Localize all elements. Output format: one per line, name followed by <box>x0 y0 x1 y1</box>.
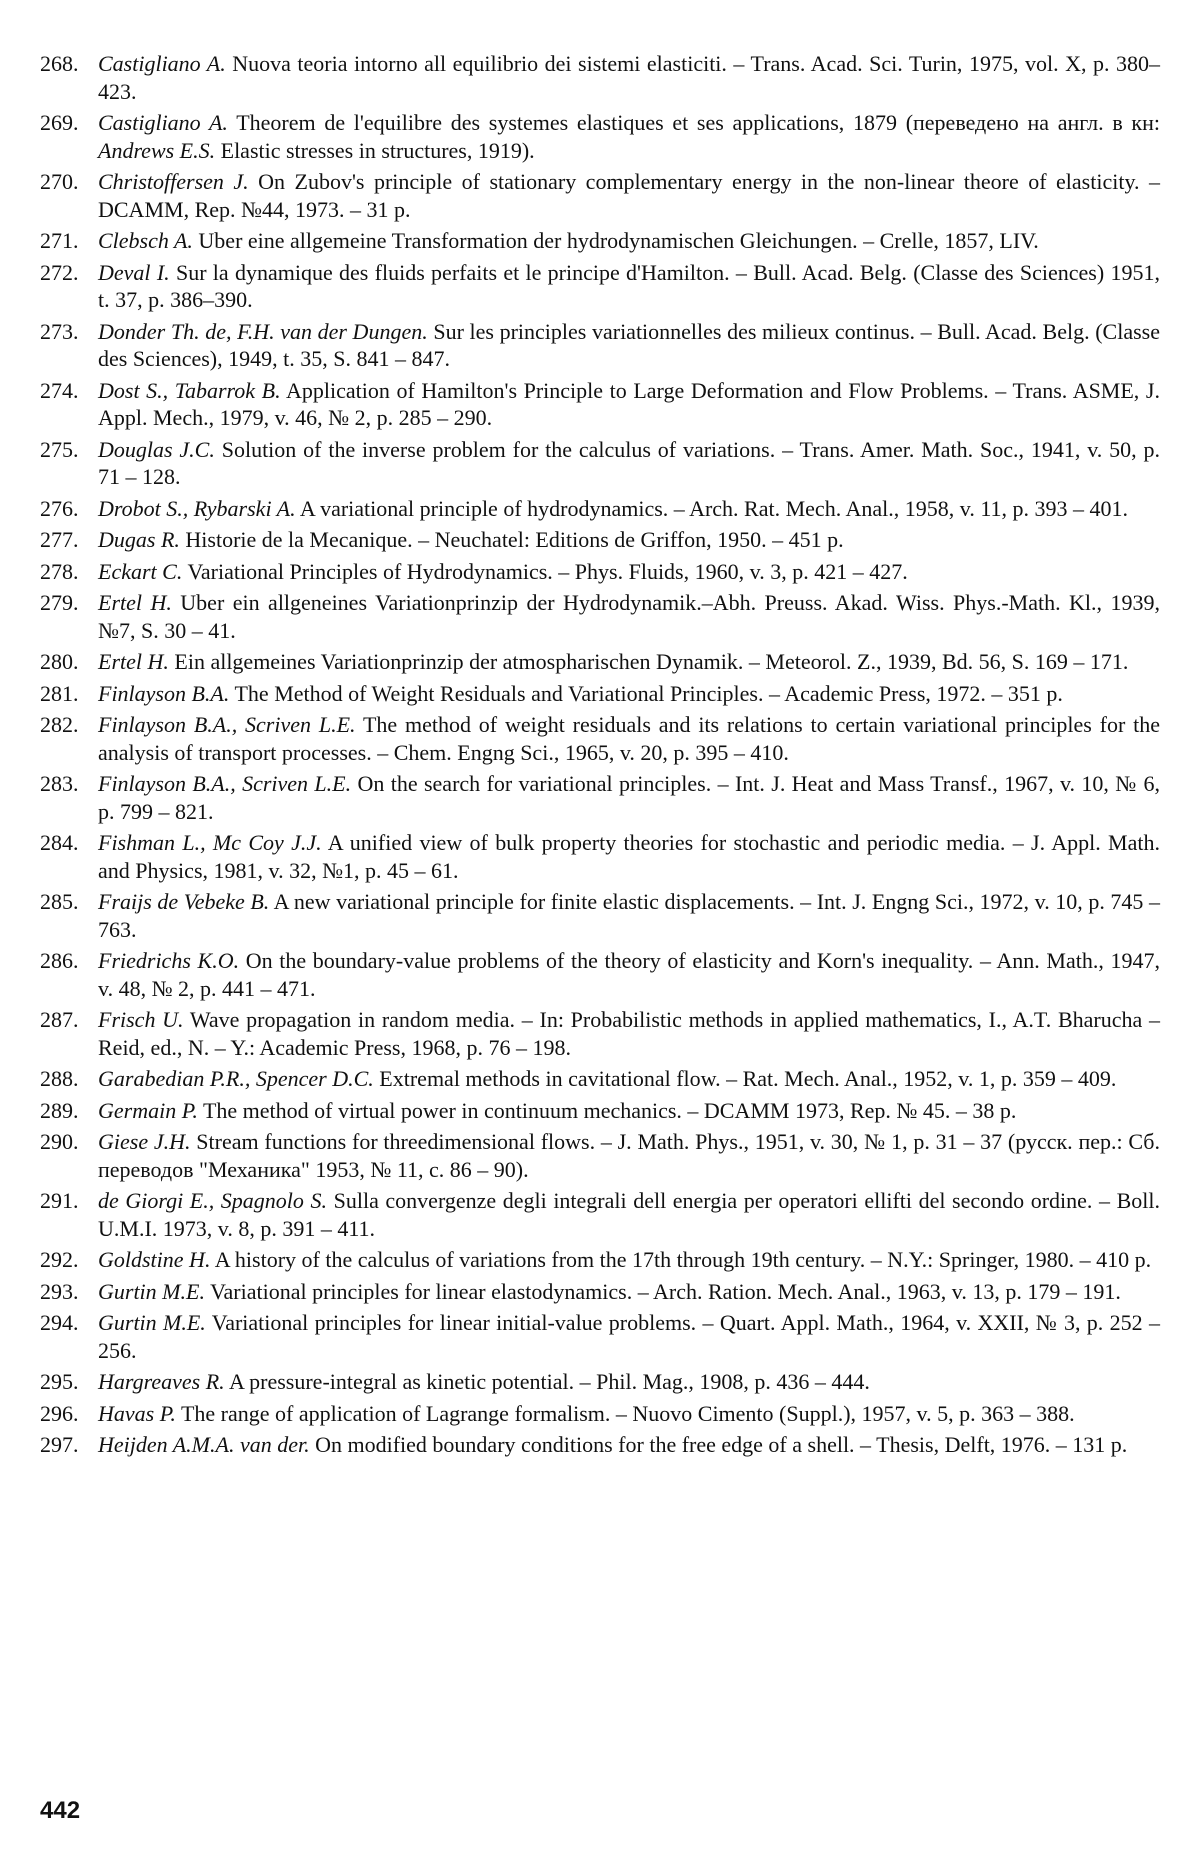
reference-number: 280. <box>40 649 79 674</box>
reference-entry <box>40 377 1160 432</box>
reference-author: Dost S., Tabarrok B. <box>98 377 281 403</box>
reference-number: 272. <box>40 259 79 285</box>
reference-entry <box>40 888 1160 943</box>
reference-author: Christoffersen J. <box>98 169 249 194</box>
reference-entry <box>40 436 1160 491</box>
reference-author: Gurtin M.E. <box>98 1310 206 1335</box>
reference-author: Frisch U. <box>98 1007 184 1032</box>
reference-number: 287. <box>40 1007 79 1032</box>
reference-body <box>98 259 1160 314</box>
reference-entry <box>40 1309 1160 1364</box>
reference-body <box>98 888 1160 943</box>
reference-number: 288. <box>40 1066 79 1091</box>
reference-body <box>98 589 1160 644</box>
reference-author: Germain P. <box>98 1097 198 1123</box>
reference-text: Solution of the inverse problem for the calculus of variations. – Trans. Amer. Math. Soc., 1941, v. 50, p. 71 – 128. <box>98 436 1161 489</box>
reference-entry <box>40 1006 1160 1061</box>
reference-body <box>98 1368 1160 1396</box>
reference-body <box>98 50 1160 105</box>
reference-author: Havas P. <box>98 1400 176 1426</box>
reference-entry <box>40 947 1160 1002</box>
reference-text: Variational principles for linear initial-value problems. – Quart. Appl. Math., 1964, v. XXII, № 3, p. 252 – 256. <box>98 1310 1160 1363</box>
reference-author: Heijden A.M.A. van der. <box>98 1432 310 1457</box>
reference-number: 278. <box>40 558 79 584</box>
reference-entry <box>40 50 1160 105</box>
reference-number: 277. <box>40 527 79 552</box>
reference-author: Finlayson B.A., Scriven L.E. <box>98 771 352 796</box>
reference-entry <box>40 109 1160 164</box>
reference-entry <box>40 1246 1160 1274</box>
reference-body <box>98 168 1160 223</box>
reference-number: 285. <box>40 889 79 914</box>
reference-body <box>98 436 1160 491</box>
reference-author: Clebsch A. <box>98 228 193 253</box>
reference-entry <box>40 227 1160 255</box>
reference-author: Ertel H. <box>98 590 172 615</box>
reference-author: Friedrichs K.O. <box>98 948 240 973</box>
reference-number: 284. <box>40 830 79 855</box>
reference-list <box>40 50 1160 1463</box>
reference-text: The range of application of Lagrange formalism. – Nuovo Cimento (Suppl.), 1957, v. 5, p. 363 – 388. <box>180 1400 1075 1426</box>
reference-entry <box>40 495 1160 523</box>
reference-author: Dugas R. <box>98 527 180 552</box>
reference-number: 273. <box>40 318 79 344</box>
reference-text: On modified boundary conditions for the free edge of a shell. – Thesis, Delft, 1976. – 131 p. <box>315 1432 1128 1457</box>
reference-text: Extremal methods in cavitational flow. – Rat. Mech. Anal., 1952, v. 1, p. 359 – 409. <box>379 1066 1117 1091</box>
reference-body <box>98 648 1160 676</box>
reference-entry <box>40 558 1160 586</box>
reference-author: Finlayson B.A., Scriven L.E. <box>98 712 356 737</box>
reference-number: 282. <box>40 712 79 737</box>
reference-body <box>98 1097 1160 1125</box>
reference-number: 271. <box>40 228 79 253</box>
reference-number: 269. <box>40 110 79 135</box>
reference-text: Variational Principles of Hydrodynamics. – Phys. Fluids, 1960, v. 3, p. 421 – 427. <box>187 558 908 584</box>
reference-body <box>98 377 1160 432</box>
reference-author: Fraijs de Vebeke B. <box>98 889 270 914</box>
reference-number: 295. <box>40 1369 79 1394</box>
reference-entry <box>40 770 1160 825</box>
reference-body <box>98 829 1160 884</box>
reference-author: Garabedian P.R., Spencer D.C. <box>98 1066 374 1091</box>
reference-text: Uber ein allgeneines Variationprinzip der Hydrodynamik.–Abh. Preuss. Akad. Wiss. Phys.-Math. Kl., 1939, №7, S. 30 – 41. <box>98 590 1160 643</box>
reference-text: Theorem de l'equilibre des systemes elastiques et ses applications, 1879 (переведено на англ. в кн: <box>236 110 1160 135</box>
reference-body <box>98 711 1160 766</box>
reference-number: 268. <box>40 51 79 76</box>
reference-text: Uber eine allgemeine Transformation der hydrodynamischen Gleichungen. – Crelle, 1857, LIV. <box>198 228 1039 253</box>
reference-author: Douglas J.C. <box>98 436 215 462</box>
reference-number: 275. <box>40 436 79 462</box>
reference-number: 283. <box>40 771 79 796</box>
reference-author: Finlayson B.A. <box>98 680 230 706</box>
reference-text: Variational principles for linear elastodynamics. – Arch. Ration. Mech. Anal., 1963, v. 13, p. 179 – 191. <box>210 1278 1121 1304</box>
reference-text: The method of weight residuals and its relations to certain variational principles for the analysis of transport processes. – Chem. Engng Sci., 1965, v. 20, p. 395 – 410. <box>98 712 1160 765</box>
reference-body <box>98 1006 1160 1061</box>
reference-number: 289. <box>40 1097 79 1123</box>
reference-entry <box>40 1187 1160 1242</box>
reference-body <box>98 558 1160 586</box>
reference-entry <box>40 1128 1160 1183</box>
reference-author: Giese J.H. <box>98 1129 191 1154</box>
reference-entry <box>40 1400 1160 1428</box>
reference-author: Ertel H. <box>98 649 169 674</box>
reference-text: The Method of Weight Residuals and Variational Principles. – Academic Press, 1972. – 351 p. <box>234 680 1063 706</box>
reference-entry <box>40 680 1160 708</box>
reference-entry <box>40 259 1160 314</box>
reference-body <box>98 526 1160 554</box>
reference-text: The method of virtual power in continuum mechanics. – DCAMM 1973, Rep. № 45. – 38 p. <box>202 1097 1017 1123</box>
reference-author: Castigliano A. <box>98 110 228 135</box>
reference-entry <box>40 1065 1160 1093</box>
reference-body <box>98 1246 1160 1274</box>
reference-author: Castigliano A. <box>98 51 226 76</box>
reference-body <box>98 109 1160 164</box>
reference-number: 274. <box>40 377 79 403</box>
reference-entry <box>40 318 1160 373</box>
reference-text: A unified view of bulk property theories for stochastic and periodic media. – J. Appl. Math. and Physics, 1981, v. 32, №1, p. 45 – 61. <box>98 830 1160 883</box>
reference-number: 297. <box>40 1432 79 1457</box>
reference-author: de Giorgi E., Spagnolo S. <box>98 1188 328 1213</box>
reference-number: 276. <box>40 495 79 521</box>
reference-number: 281. <box>40 680 79 706</box>
reference-body <box>98 770 1160 825</box>
reference-text: On the search for variational principles. – Int. J. Heat and Mass Transf., 1967, v. 10, № 6, p. 799 – 821. <box>98 771 1161 824</box>
reference-body <box>98 1309 1160 1364</box>
reference-text: Ein allgemeines Variationprinzip der atmospharischen Dynamik. – Meteorol. Z., 1939, Bd. 56, S. 169 – 171. <box>174 649 1129 674</box>
reference-body <box>98 947 1160 1002</box>
reference-entry <box>40 711 1160 766</box>
page-number: 442 <box>40 1797 81 1824</box>
reference-text: Nuova teoria intorno all equilibrio dei sistemi elasticiti. – Trans. Acad. Sci. Turin, 1975, vol. X, p. 380–423. <box>98 51 1161 104</box>
reference-body <box>98 1431 1160 1459</box>
reference-text: On Zubov's principle of stationary complementary energy in the non-linear theore of elasticity. – DCAMM, Rep. №44, 1973. – 31 p. <box>98 169 1161 222</box>
reference-body <box>98 680 1160 708</box>
reference-body <box>98 227 1160 255</box>
reference-entry <box>40 589 1160 644</box>
reference-number: 290. <box>40 1129 79 1154</box>
reference-text: Sur les principles variationnelles des milieux continus. – Bull. Acad. Belg. (Classe des Sciences), 1949, t. 35, S. 841 – 847. <box>98 318 1160 371</box>
reference-entry <box>40 1431 1160 1459</box>
reference-author: Drobot S., Rybarski A. <box>98 495 296 521</box>
reference-number: 292. <box>40 1247 79 1272</box>
reference-body <box>98 1400 1160 1428</box>
reference-entry <box>40 648 1160 676</box>
reference-text: Sulla convergenze degli integrali dell energia per operatori ellifti del secondo ordine. – Boll. U.M.I. 1973, v. 8, p. 391 – 411. <box>98 1188 1160 1241</box>
reference-text: A pressure-integral as kinetic potential. – Phil. Mag., 1908, p. 436 – 444. <box>228 1369 870 1394</box>
reference-entry <box>40 168 1160 223</box>
reference-text: Wave propagation in random media. – In: Probabilistic methods in applied mathematics, I., A.T. Bharucha – Reid, ed., N. – Y.: Academic Press, 1968, p. 76 – 198. <box>98 1007 1160 1060</box>
reference-number: 293. <box>40 1278 79 1304</box>
reference-body <box>98 1065 1160 1093</box>
reference-author: Goldstine H. <box>98 1247 211 1272</box>
reference-entry <box>40 1278 1160 1306</box>
reference-number: 291. <box>40 1188 79 1213</box>
reference-text: Sur la dynamique des fluids perfaits et le principe d'Hamilton. – Bull. Acad. Belg. (Classe des Sciences) 1951, t. 37, p. 386–390. <box>98 259 1160 312</box>
reference-text: A new variational principle for finite elastic displacements. – Int. J. Engng Sci., 1972, v. 10, p. 745 – 763. <box>98 889 1160 942</box>
reference-number: 286. <box>40 948 79 973</box>
reference-entry <box>40 526 1160 554</box>
reference-body <box>98 1278 1160 1306</box>
reference-text: Application of Hamilton's Principle to Large Deformation and Flow Problems. – Trans. ASME, J. Appl. Mech., 1979, v. 46, № 2, p. 285 – 290. <box>98 377 1160 430</box>
reference-number: 270. <box>40 169 79 194</box>
reference-body <box>98 1128 1160 1183</box>
reference-text: On the boundary-value problems of the theory of elasticity and Korn's inequality. – Ann. Math., 1947, v. 48, № 2, p. 441 – 471. <box>98 948 1160 1001</box>
reference-text: Historie de la Mecanique. – Neuchatel: Editions de Griffon, 1950. – 451 p. <box>185 527 844 552</box>
reference-author: Donder Th. de, F.H. van der Dungen. <box>98 318 428 344</box>
reference-author: Gurtin M.E. <box>98 1278 205 1304</box>
reference-author: Andrews E.S. <box>98 137 216 163</box>
reference-author: Fishman L., Mc Coy J.J. <box>98 830 322 855</box>
reference-entry <box>40 829 1160 884</box>
reference-text: Elastic stresses in structures, 1919). <box>220 137 535 163</box>
reference-entry <box>40 1368 1160 1396</box>
reference-author: Hargreaves R. <box>98 1369 225 1394</box>
reference-entry <box>40 1097 1160 1125</box>
reference-number: 296. <box>40 1400 79 1426</box>
reference-body <box>98 495 1160 523</box>
reference-body <box>98 318 1160 373</box>
reference-body <box>98 1187 1160 1242</box>
reference-author: Eckart C. <box>98 558 183 584</box>
reference-text: A variational principle of hydrodynamics. – Arch. Rat. Mech. Anal., 1958, v. 11, p. 393 – 401. <box>299 495 1129 521</box>
reference-text: A history of the calculus of variations from the 17th through 19th century. – N.Y.: Springer, 1980. – 410 p. <box>214 1247 1152 1272</box>
reference-number: 294. <box>40 1310 79 1335</box>
reference-author: Deval I. <box>98 259 170 285</box>
reference-text: Stream functions for threedimensional flows. – J. Math. Phys., 1951, v. 30, № 1, p. 31 – 37 (русск. пер.: Сб. переводов "Механика" 1953, № 11, с. 86 – 90). <box>98 1129 1160 1182</box>
reference-number: 279. <box>40 590 79 615</box>
